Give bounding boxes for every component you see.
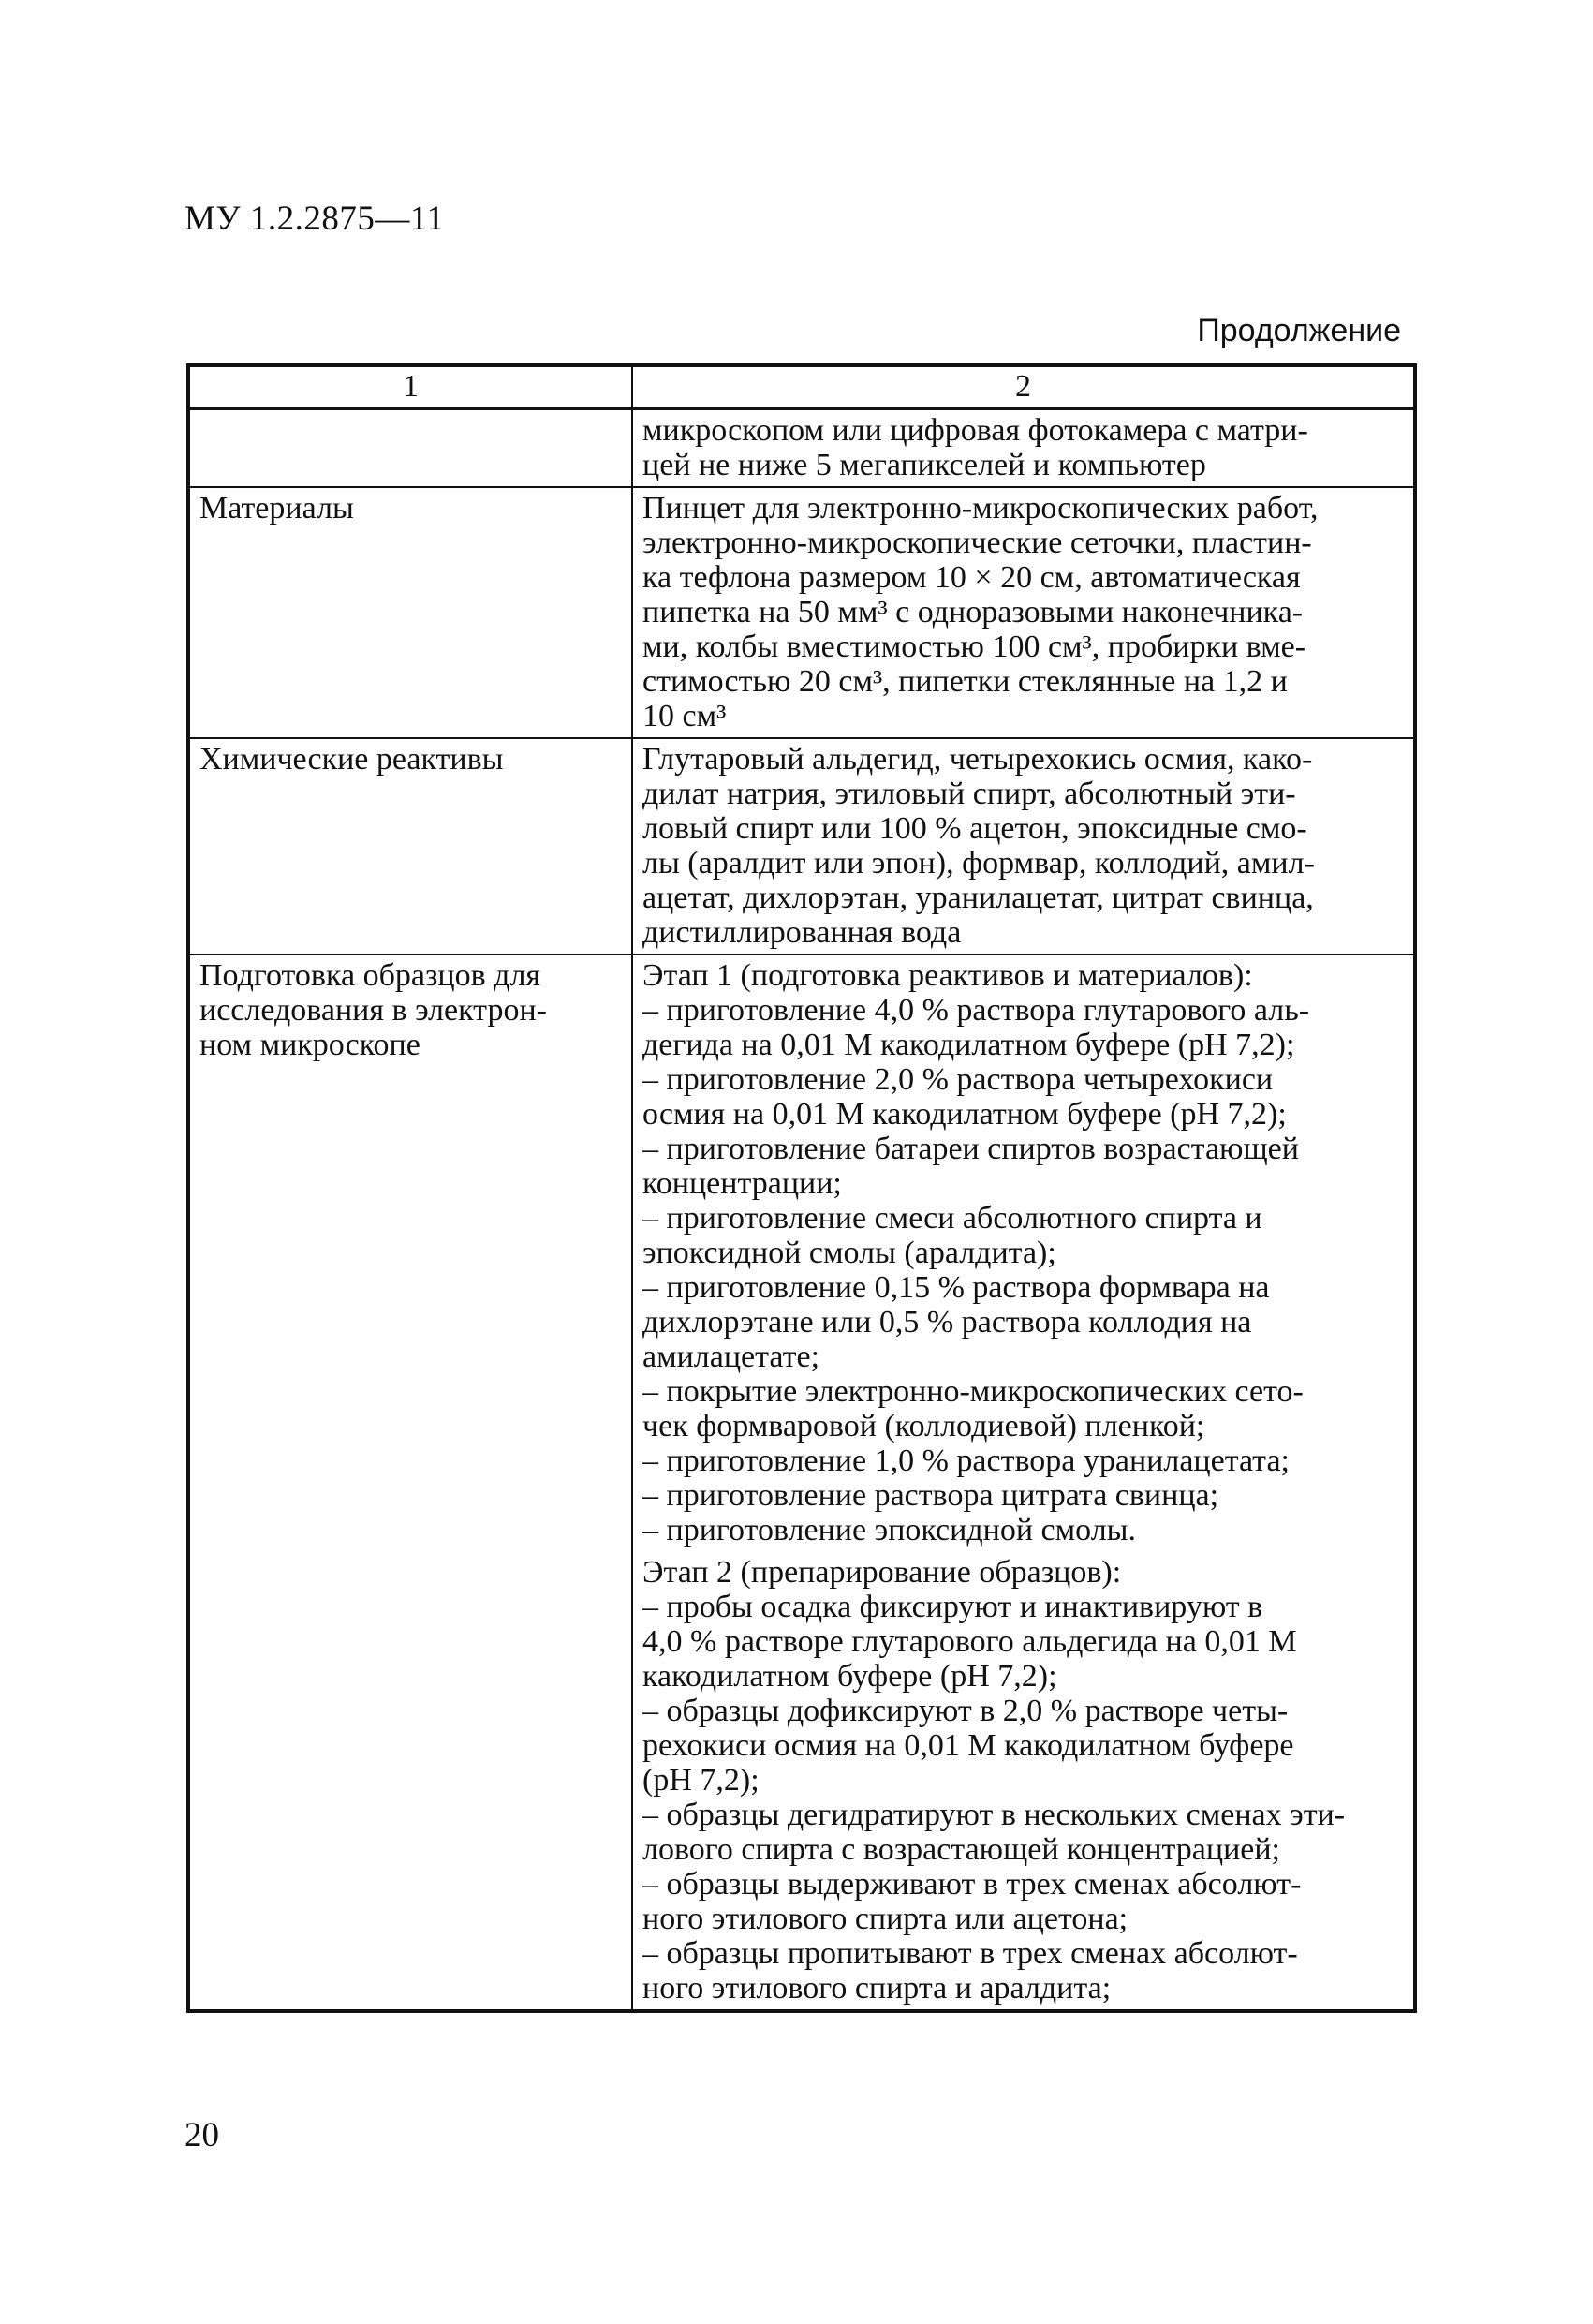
content-line: Пинцет для электронно-микроскопических работ,: [642, 491, 1319, 525]
stage-2-line: какодилатном буфере (рН 7,2);: [642, 1659, 1057, 1694]
content-line: электронно-микроскопические сеточки, пластин-: [642, 525, 1312, 560]
content-line: стимостью 20 см³, пипетки стеклянные на 1,2 и: [642, 664, 1288, 699]
stage-1-line: амилацетате;: [642, 1340, 820, 1374]
row-label-cell: [188, 738, 632, 955]
content-line: цей не ниже 5 мегапикселей и компьютер: [642, 448, 1206, 482]
content-line: дилат натрия, этиловый спирт, абсолютный эти-: [642, 777, 1296, 811]
row-content-cell: [632, 955, 1415, 2011]
content-line: пипетка на 50 мм³ с одноразовыми наконечника-: [642, 595, 1304, 629]
stage-1-line: дегида на 0,01 М какодилатном буфере (рН 7,2);: [642, 1028, 1295, 1062]
stage-1-line: Этап 1 (подготовка реактивов и материалов):: [642, 958, 1253, 993]
content-line: ми, колбы вместимостью 100 см³, пробирки вме-: [642, 629, 1306, 664]
stage-2-line: лового спирта с возрастающей концентрацией;: [642, 1832, 1280, 1867]
continuation-label: Продолжение: [1197, 313, 1401, 348]
page-number: 20: [184, 2116, 219, 2154]
row-label: Материалы: [199, 491, 354, 525]
table-row: [188, 955, 1415, 2011]
stage-1-line: – приготовление раствора цитрата свинца;: [642, 1478, 1219, 1513]
stage-2-line: (рН 7,2);: [642, 1763, 760, 1798]
stage-2-block: [642, 1555, 1405, 2006]
table-row: [188, 738, 1415, 955]
stage-1-line: эпоксидной смолы (аралдита);: [642, 1236, 1056, 1270]
table-row: [188, 487, 1415, 738]
column-header-2: 2: [632, 365, 1415, 408]
content-line: 10 см³: [642, 699, 727, 733]
row-label: ном микроскопе: [199, 1028, 420, 1062]
content-line: Глутаровый альдегид, четырехокись осмия, како-: [642, 742, 1313, 777]
requirements-table: [186, 363, 1417, 2013]
content-line: микроскопом или цифровая фотокамера с матри-: [642, 413, 1308, 448]
row-label-cell: [188, 955, 632, 2011]
stage-1-line: – приготовление смеси абсолютного спирта и: [642, 1201, 1262, 1236]
column-header-1: 1: [188, 365, 632, 408]
row-label-cell: [188, 408, 632, 487]
stage-2-line: – образцы выдерживают в трех сменах абсолют-: [642, 1867, 1302, 1902]
row-label: Подготовка образцов для: [199, 958, 541, 993]
stage-2-line: ного этилового спирта и аралдита;: [642, 1971, 1112, 2006]
stage-gap: [642, 1547, 1405, 1555]
content-line: лы (аралдит или эпон), формвар, коллодий, амил-: [642, 846, 1315, 881]
row-content-cell: [632, 738, 1415, 955]
stage-1-block: [642, 958, 1405, 1547]
stage-1-line: концентрации;: [642, 1166, 842, 1201]
table-row: [188, 408, 1415, 487]
stage-2-line: 4,0 % растворе глутарового альдегида на 0,01 М: [642, 1624, 1297, 1659]
stage-1-line: – приготовление батареи спиртов возрастающей: [642, 1132, 1299, 1166]
stage-2-line: – пробы осадка фиксируют и инактивируют в: [642, 1590, 1263, 1624]
content-line: ка тефлона размером 10 × 20 см, автоматическая: [642, 560, 1301, 595]
row-content-cell: [632, 487, 1415, 738]
stage-1-line: осмия на 0,01 М какодилатном буфере (рН 7,2);: [642, 1097, 1287, 1132]
content-line: ацетат, дихлорэтан, уранилацетат, цитрат свинца,: [642, 881, 1314, 915]
content-line: дистиллированная вода: [642, 915, 962, 950]
stage-2-line: рехокиси осмия на 0,01 М какодилатном буфере: [642, 1728, 1294, 1763]
row-label: Химические реактивы: [199, 742, 504, 777]
stage-1-line: – приготовление эпоксидной смолы.: [642, 1513, 1136, 1547]
stage-1-line: – приготовление 4,0 % раствора глутарового аль-: [642, 993, 1310, 1028]
stage-1-line: чек формваровой (коллодиевой) пленкой;: [642, 1409, 1205, 1443]
stage-2-line: Этап 2 (препарирование образцов):: [642, 1555, 1122, 1590]
stage-2-line: – образцы дофиксируют в 2,0 % растворе четы-: [642, 1694, 1289, 1728]
stage-1-line: – покрытие электронно-микроскопических сето-: [642, 1374, 1304, 1409]
row-label-cell: [188, 487, 632, 738]
stage-2-line: – образцы дегидратируют в нескольких сменах эти-: [642, 1798, 1346, 1832]
stage-1-line: – приготовление 2,0 % раствора четырехокиси: [642, 1062, 1274, 1097]
stage-2-line: – образцы пропитывают в трех сменах абсолют-: [642, 1936, 1298, 1971]
table-header-row: [188, 365, 1415, 408]
document-code: МУ 1.2.2875—11: [184, 200, 445, 238]
stage-1-line: – приготовление 1,0 % раствора уранилацетата;: [642, 1443, 1290, 1478]
row-content-cell: [632, 408, 1415, 487]
stage-1-line: дихлорэтане или 0,5 % раствора коллодия на: [642, 1305, 1252, 1340]
row-label: исследования в электрон-: [199, 993, 547, 1028]
stage-2-line: ного этилового спирта или ацетона;: [642, 1902, 1128, 1936]
content-line: ловый спирт или 100 % ацетон, эпоксидные смо-: [642, 811, 1307, 846]
stage-1-line: – приготовление 0,15 % раствора формвара на: [642, 1270, 1270, 1305]
